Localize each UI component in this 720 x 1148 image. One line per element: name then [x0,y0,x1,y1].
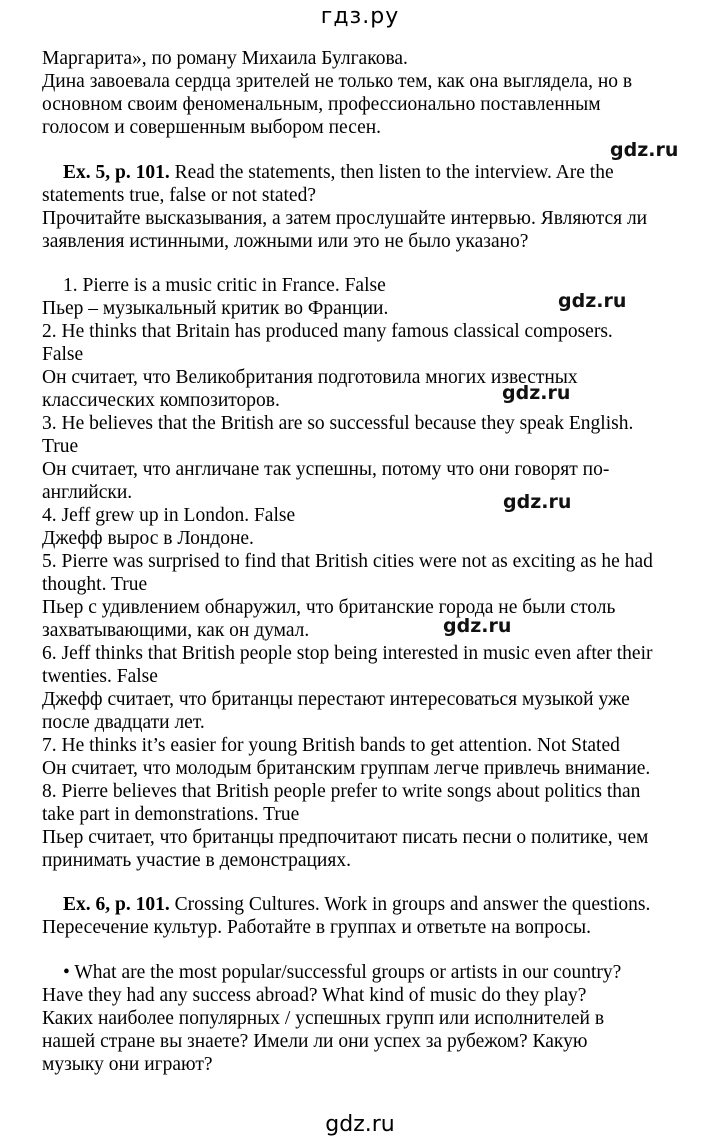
answer-line: False [42,344,84,365]
question-line: Каких наиболее популярных / успешных групп или исполнителей в [42,1008,605,1029]
watermark: gdz.ru [558,290,627,312]
intro-line: Маргарита», по роману Михаила Булгакова. [42,48,408,69]
answer-line: 5. Pierre was surprised to find that British cities were not as exciting as he had [42,551,653,572]
answer-line: Джефф вырос в Лондоне. [42,528,254,549]
intro-line: Дина завоевала сердца зрителей не только тем, как она выглядела, но в [42,71,633,92]
answer-line: 1. Pierre is a music critic in France. False [63,275,386,296]
answer-line: принимать участие в демонстрациях. [42,850,351,871]
watermark: gdz.ru [610,139,679,161]
ex6-translation-line: Пересечение культур. Работайте в группах и ответьте на вопросы. [42,917,591,938]
answer-line: take part in demonstrations. True [42,804,300,825]
answer-line: захватывающими, как он думал. [42,620,310,641]
answer-line: True [42,436,79,457]
answer-line: Он считает, что Великобритания подготовила многих известных [42,367,578,388]
answer-line: 7. He thinks it’s easier for young British bands to get attention. Not Stated [42,735,620,756]
ex6-instruction: Crossing Cultures. Work in groups and answer the questions. [169,894,651,915]
question-line: музыку они играют? [42,1054,213,1075]
intro-line: основном своим феноменальным, профессионально поставленным [42,94,601,115]
ex6-label: Ex. 6, p. 101. [63,894,170,915]
intro-line: голосом и совершенным выбором песен. [42,117,382,138]
answer-line: thought. True [42,574,148,595]
header-logo: гдз.ру [320,4,400,29]
answer-line: 3. He believes that the British are so successful because they speak English. [42,413,634,434]
answer-line: Он считает, что молодым британским группам легче привлечь внимание. [42,758,651,779]
answer-line: Пьер – музыкальный критик во Франции. [42,298,389,319]
ex5-heading [63,162,614,184]
footer-logo: gdz.ru [325,1112,395,1137]
ex5-translation-line: заявления истинными, ложными или это не было указано? [42,231,529,252]
answer-line: классических композиторов. [42,390,280,411]
ex5-label: Ex. 5, p. 101. [63,162,170,183]
watermark: gdz.ru [503,491,572,513]
ex5-instruction: Read the statements, then listen to the interview. Are the [169,162,614,183]
answer-line: twenties. False [42,666,158,687]
watermark: gdz.ru [502,382,571,404]
answer-line: 2. He thinks that Britain has produced many famous classical composers. [42,321,613,342]
question-line: Have they had any success abroad? What kind of music do they play? [42,985,587,1006]
answer-line: 8. Pierre believes that British people prefer to write songs about politics than [42,781,641,802]
ex5-translation-line: Прочитайте высказывания, а затем прослушайте интервью. Являются ли [42,208,648,229]
question-line: • What are the most popular/successful groups or artists in our country? [63,962,622,983]
answer-line: Пьер с удивлением обнаружил, что британские города не были столь [42,597,616,618]
answer-line: 4. Jeff grew up in London. False [42,505,296,526]
answer-line: Он считает, что англичане так успешны, потому что они говорят по- [42,459,610,480]
ex6-heading [63,894,650,916]
answer-line: Пьер считает, что британцы предпочитают писать песни о политике, чем [42,827,649,848]
watermark: gdz.ru [443,615,512,637]
answer-line: английски. [42,482,133,503]
answer-line: Джефф считает, что британцы перестают интересоваться музыкой уже [42,689,630,710]
answer-line: 6. Jeff thinks that British people stop being interested in music even after their [42,643,653,664]
ex5-instruction-line: statements true, false or not stated? [42,185,316,206]
answer-line: после двадцати лет. [42,712,205,733]
question-line: нашей стране вы знаете? Имели ли они успех за рубежом? Какую [42,1031,588,1052]
